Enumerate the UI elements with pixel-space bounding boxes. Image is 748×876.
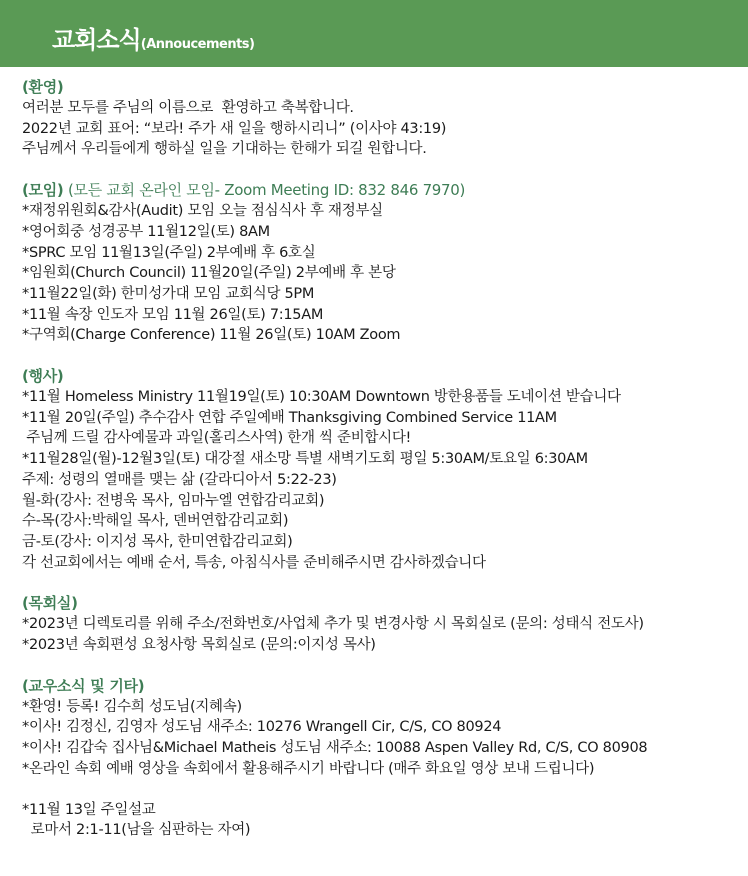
announcement-line: 로마서 2:1-11(남을 심판하는 자여) — [22, 822, 251, 839]
section-5 — [22, 800, 748, 841]
section-heading-note: (모든 교회 온라인 모임- Zoom Meeting ID: 832 846 7970) — [63, 181, 466, 200]
announcement-line: *환영! 등록! 김수희 성도님(지혜속) — [22, 698, 242, 715]
section-heading-label: (행사) — [22, 367, 64, 386]
section-0 — [22, 77, 748, 160]
announcement-line: 2022년 교회 표어: “보라! 주가 새 일을 행하시리니” (이사야 43:19) — [22, 120, 447, 137]
announcement-line: *SPRC 모임 11월13일(주일) 2부예배 후 6호실 — [22, 244, 316, 261]
announcement-line: 수-목(강사:박해일 목사, 덴버연합감리교회) — [22, 513, 289, 530]
section-heading — [22, 676, 748, 697]
announcement-line: 월-화(강사: 전병욱 목사, 임마누엘 연합감리교회) — [22, 492, 325, 509]
announcement-line: *11월 속장 인도자 모임 11월 26일(토) 7:15AM — [22, 306, 324, 323]
section-heading-label: (모임) — [22, 181, 64, 200]
announcement-line: *2023년 속회편성 요청사항 목회실로 (문의:이지성 목사) — [22, 637, 376, 654]
page-title: 교회소식(Annoucements) — [52, 26, 255, 54]
header-banner — [0, 0, 748, 67]
announcements-body — [0, 67, 748, 841]
announcement-line: *임원회(Church Council) 11월20일(주일) 2부예배 후 본당 — [22, 265, 396, 282]
announcement-line: *11월 20일(주일) 추수감사 연합 주일예배 Thanksgiving Combined Service 11AM — [22, 409, 557, 426]
section-1 — [22, 180, 748, 346]
announcement-line: 금-토(강사: 이지성 목사, 한미연합감리교회) — [22, 533, 293, 550]
section-2 — [22, 366, 748, 573]
announcement-line: 여러분 모두를 주님의 이름으로 환영하고 축복합니다. — [22, 100, 354, 116]
section-heading — [22, 593, 748, 614]
announcement-line: *온라인 속회 예배 영상을 속회에서 활용해주시기 바랍니다 (매주 화요일 영상 보내 드립니다) — [22, 760, 595, 777]
announcement-line: 각 선교회에서는 예배 순서, 특송, 아침식사를 준비해주시면 감사하겠습니다 — [22, 554, 486, 571]
announcement-line: *11월 Homeless Ministry 11월19일(토) 10:30AM Downtown 방한용품들 도네이션 받습니다 — [22, 389, 621, 406]
announcement-line: *11월22일(화) 한미성가대 모임 교회식당 5PM — [22, 285, 315, 302]
announcement-line: *이사! 김갑숙 집사님&Michael Matheis 성도님 새주소: 10088 Aspen Valley Rd, C/S, CO 80908 — [22, 740, 648, 757]
section-3 — [22, 593, 748, 655]
announcement-line: *11월 13일 주일설교 — [22, 801, 156, 818]
section-heading — [22, 77, 748, 98]
section-4 — [22, 676, 748, 780]
section-heading — [22, 366, 748, 387]
announcement-line: *구역회(Charge Conference) 11월 26일(토) 10AM Zoom — [22, 327, 401, 344]
announcement-line: 주제: 성령의 열매를 맺는 삶 (갈라디아서 5:22-23) — [22, 471, 337, 488]
announcement-line: *재정위원회&감사(Audit) 모임 오늘 점심식사 후 재정부실 — [22, 203, 383, 220]
announcement-line: 주님께 드릴 감사예물과 과일(홀리스사역) 한개 씩 준비합시다! — [22, 430, 412, 447]
announcement-line: *2023년 디렉토리를 위해 주소/전화번호/사업체 추가 및 변경사항 시 목회실로 (문의: 성태식 전도사) — [22, 616, 644, 633]
announcement-line: *11월28일(월)-12월3일(토) 대강절 새소망 특별 새벽기도회 평일 5:30AM/토요일 6:30AM — [22, 451, 588, 468]
section-heading-label: (목회실) — [22, 594, 78, 613]
section-heading-label: (교우소식 및 기타) — [22, 676, 145, 695]
page-subtitle: (Annoucements) — [140, 37, 255, 52]
announcement-line: *이사! 김정신, 김영자 성도님 새주소: 10276 Wrangell Cir, C/S, CO 80924 — [22, 719, 502, 736]
section-heading-label: (환영) — [22, 78, 64, 96]
announcement-line: 주님께서 우리들에게 행하실 일을 기대하는 한해가 되길 원합니다. — [22, 141, 427, 158]
section-heading — [22, 180, 748, 201]
announcement-line: *영어회중 성경공부 11월12일(토) 8AM — [22, 223, 270, 240]
